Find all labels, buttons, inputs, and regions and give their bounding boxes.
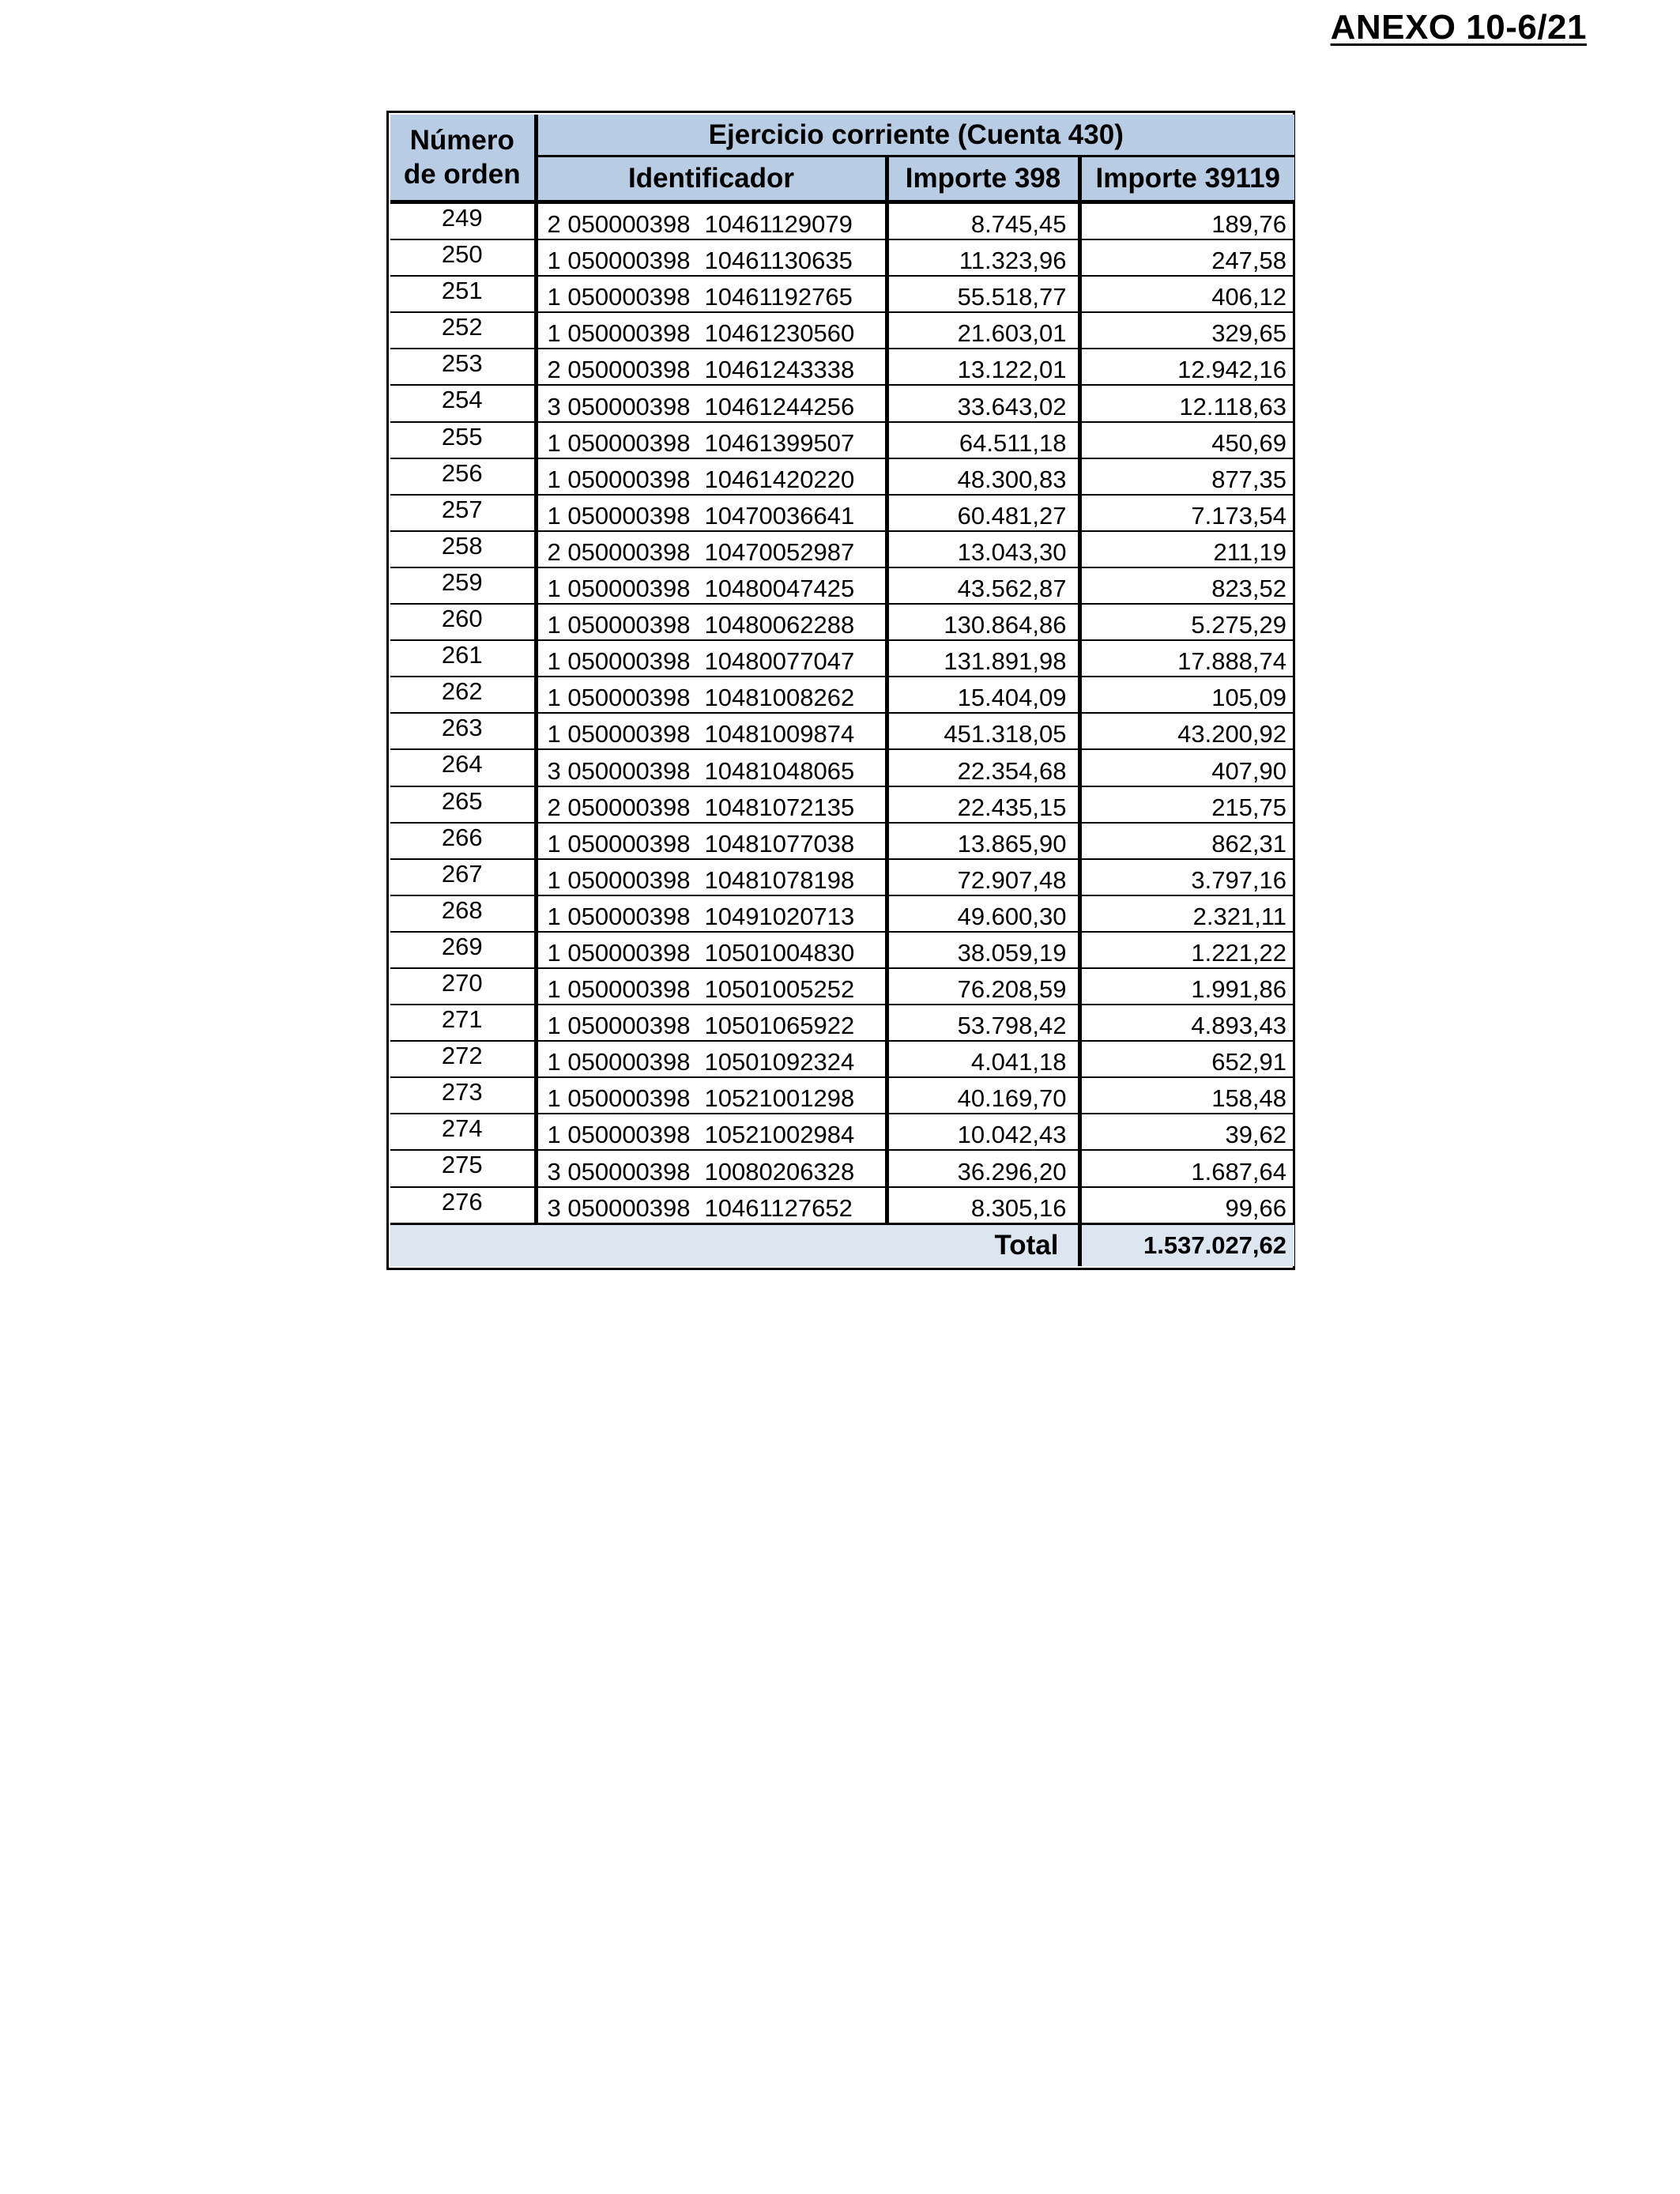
table-row	[390, 276, 1294, 312]
identificador-part-b: 10501065922	[704, 1012, 855, 1040]
row-importe-398: 15.404,09	[887, 677, 1079, 713]
row-importe-39119: 329,65	[1079, 312, 1294, 349]
row-importe-398: 48.300,83	[887, 458, 1079, 495]
row-number: 252	[390, 312, 536, 349]
identificador-part-a: 1 050000398	[547, 319, 691, 348]
row-number: 249	[390, 202, 536, 240]
table-row	[390, 968, 1294, 1005]
row-number: 256	[390, 458, 536, 495]
row-importe-39119: 211,19	[1079, 531, 1294, 567]
row-importe-398: 13.043,30	[887, 531, 1079, 567]
table-row	[390, 604, 1294, 640]
identificador-part-a: 1 050000398	[547, 1012, 691, 1040]
ledger-body	[390, 202, 1294, 1224]
header-identificador: Identificador	[536, 156, 887, 202]
row-identificador	[536, 1150, 887, 1186]
row-number: 274	[390, 1114, 536, 1150]
row-identificador	[536, 968, 887, 1005]
row-importe-39119: 1.221,22	[1079, 932, 1294, 968]
table-row	[390, 677, 1294, 713]
table-row	[390, 859, 1294, 895]
table-row	[390, 385, 1294, 421]
row-number: 254	[390, 385, 536, 421]
row-importe-39119: 407,90	[1079, 749, 1294, 786]
header-importe-398: Importe 398	[887, 156, 1079, 202]
identificador-part-a: 3 050000398	[547, 1157, 691, 1186]
identificador-part-b: 10521001298	[704, 1084, 855, 1113]
row-importe-39119: 652,91	[1079, 1041, 1294, 1077]
row-importe-39119: 1.687,64	[1079, 1150, 1294, 1186]
identificador-part-a: 1 050000398	[547, 1084, 691, 1113]
row-number: 253	[390, 349, 536, 385]
total-value: 1.537.027,62	[1079, 1223, 1294, 1266]
ledger-table	[390, 115, 1294, 1266]
row-identificador	[536, 713, 887, 749]
identificador-part-a: 1 050000398	[547, 865, 691, 894]
row-importe-398: 55.518,77	[887, 276, 1079, 312]
row-identificador	[536, 932, 887, 968]
row-identificador	[536, 895, 887, 932]
row-identificador	[536, 604, 887, 640]
row-number: 251	[390, 276, 536, 312]
identificador-part-a: 1 050000398	[547, 829, 691, 858]
row-importe-39119: 7.173,54	[1079, 495, 1294, 531]
row-number: 275	[390, 1150, 536, 1186]
identificador-part-a: 1 050000398	[547, 1121, 691, 1149]
row-number: 271	[390, 1005, 536, 1041]
identificador-part-b: 10461127652	[704, 1193, 853, 1222]
annex-title: ANEXO 10-6/21	[1330, 8, 1587, 47]
table-row	[390, 1005, 1294, 1041]
row-identificador	[536, 1005, 887, 1041]
table-row	[390, 749, 1294, 786]
identificador-part-a: 1 050000398	[547, 902, 691, 930]
row-number: 265	[390, 786, 536, 823]
row-number: 270	[390, 968, 536, 1005]
identificador-part-b: 10480077047	[704, 647, 855, 676]
identificador-part-a: 2 050000398	[547, 210, 691, 239]
row-importe-398: 13.122,01	[887, 349, 1079, 385]
row-importe-39119: 877,35	[1079, 458, 1294, 495]
row-number: 268	[390, 895, 536, 932]
row-importe-398: 36.296,20	[887, 1150, 1079, 1186]
identificador-part-b: 10481009874	[704, 720, 855, 748]
identificador-part-b: 10461192765	[704, 283, 853, 311]
table-row	[390, 531, 1294, 567]
row-importe-398: 38.059,19	[887, 932, 1079, 968]
identificador-part-b: 10470036641	[704, 501, 855, 530]
header-numero-orden-label: Número de orden	[403, 125, 521, 190]
row-importe-398: 451.318,05	[887, 713, 1079, 749]
row-importe-39119: 862,31	[1079, 823, 1294, 859]
table-row	[390, 1041, 1294, 1077]
row-number: 257	[390, 495, 536, 531]
table-row	[390, 458, 1294, 495]
row-identificador	[536, 312, 887, 349]
identificador-part-b: 10481008262	[704, 684, 855, 712]
row-importe-39119: 189,76	[1079, 202, 1294, 240]
row-identificador	[536, 677, 887, 713]
identificador-part-b: 10461130635	[704, 247, 853, 275]
identificador-part-b: 10461399507	[704, 428, 855, 457]
row-importe-39119: 3.797,16	[1079, 859, 1294, 895]
identificador-part-b: 10501005252	[704, 975, 855, 1004]
identificador-part-a: 1 050000398	[547, 575, 691, 603]
identificador-part-b: 10481077038	[704, 829, 855, 858]
row-importe-39119: 4.893,43	[1079, 1005, 1294, 1041]
row-identificador	[536, 859, 887, 895]
row-importe-398: 8.745,45	[887, 202, 1079, 240]
identificador-part-a: 1 050000398	[547, 611, 691, 639]
row-importe-398: 72.907,48	[887, 859, 1079, 895]
row-identificador	[536, 202, 887, 240]
identificador-part-b: 10501092324	[704, 1048, 855, 1076]
row-importe-398: 49.600,30	[887, 895, 1079, 932]
identificador-part-b: 10080206328	[704, 1157, 855, 1186]
row-importe-39119: 12.118,63	[1079, 385, 1294, 421]
row-identificador	[536, 640, 887, 677]
table-row	[390, 932, 1294, 968]
header-importe-39119: Importe 39119	[1079, 156, 1294, 202]
identificador-part-a: 1 050000398	[547, 465, 691, 493]
row-identificador	[536, 1041, 887, 1077]
table-row	[390, 1187, 1294, 1224]
identificador-part-a: 2 050000398	[547, 356, 691, 384]
row-number: 263	[390, 713, 536, 749]
row-importe-39119: 105,09	[1079, 677, 1294, 713]
table-row	[390, 422, 1294, 458]
identificador-part-a: 3 050000398	[547, 392, 691, 420]
identificador-part-b: 10481072135	[704, 793, 855, 821]
row-importe-398: 11.323,96	[887, 239, 1079, 276]
identificador-part-a: 3 050000398	[547, 1193, 691, 1222]
identificador-part-b: 10491020713	[704, 902, 855, 930]
row-number: 264	[390, 749, 536, 786]
row-importe-39119: 39,62	[1079, 1114, 1294, 1150]
identificador-part-a: 1 050000398	[547, 428, 691, 457]
row-identificador	[536, 422, 887, 458]
row-number: 250	[390, 239, 536, 276]
table-row	[390, 1077, 1294, 1114]
row-importe-39119: 1.991,86	[1079, 968, 1294, 1005]
row-identificador	[536, 458, 887, 495]
identificador-part-a: 3 050000398	[547, 756, 691, 785]
identificador-part-a: 2 050000398	[547, 793, 691, 821]
identificador-part-a: 1 050000398	[547, 501, 691, 530]
row-importe-39119: 823,52	[1079, 567, 1294, 604]
row-importe-398: 22.354,68	[887, 749, 1079, 786]
row-importe-398: 40.169,70	[887, 1077, 1079, 1114]
total-row	[390, 1223, 1294, 1266]
header-numero-orden	[390, 115, 536, 202]
row-importe-398: 131.891,98	[887, 640, 1079, 677]
row-identificador	[536, 823, 887, 859]
identificador-part-b: 10461230560	[704, 319, 855, 348]
row-identificador	[536, 349, 887, 385]
row-importe-398: 13.865,90	[887, 823, 1079, 859]
table-row	[390, 823, 1294, 859]
row-number: 272	[390, 1041, 536, 1077]
row-importe-398: 130.864,86	[887, 604, 1079, 640]
row-number: 259	[390, 567, 536, 604]
table-row	[390, 895, 1294, 932]
total-spacer	[390, 1223, 887, 1266]
row-number: 261	[390, 640, 536, 677]
row-identificador	[536, 1077, 887, 1114]
row-number: 266	[390, 823, 536, 859]
row-number: 269	[390, 932, 536, 968]
identificador-part-a: 1 050000398	[547, 247, 691, 275]
row-importe-398: 33.643,02	[887, 385, 1079, 421]
row-identificador	[536, 567, 887, 604]
row-importe-398: 43.562,87	[887, 567, 1079, 604]
identificador-part-a: 1 050000398	[547, 684, 691, 712]
header-group-title: Ejercicio corriente (Cuenta 430)	[536, 115, 1294, 156]
total-label: Total	[887, 1223, 1079, 1266]
identificador-part-b: 10461244256	[704, 392, 855, 420]
row-identificador	[536, 1187, 887, 1224]
table-row	[390, 239, 1294, 276]
table-row	[390, 202, 1294, 240]
row-number: 260	[390, 604, 536, 640]
table-row	[390, 495, 1294, 531]
identificador-part-a: 2 050000398	[547, 537, 691, 566]
identificador-part-b: 10480047425	[704, 575, 855, 603]
row-importe-398: 10.042,43	[887, 1114, 1079, 1150]
row-importe-398: 53.798,42	[887, 1005, 1079, 1041]
table-row	[390, 713, 1294, 749]
identificador-part-a: 1 050000398	[547, 938, 691, 967]
table-row	[390, 312, 1294, 349]
table-row	[390, 1150, 1294, 1186]
row-importe-398: 4.041,18	[887, 1041, 1079, 1077]
row-number: 267	[390, 859, 536, 895]
row-importe-398: 60.481,27	[887, 495, 1079, 531]
row-number: 276	[390, 1187, 536, 1224]
row-importe-398: 64.511,18	[887, 422, 1079, 458]
row-importe-398: 8.305,16	[887, 1187, 1079, 1224]
identificador-part-b: 10461129079	[704, 210, 853, 239]
table-row	[390, 640, 1294, 677]
identificador-part-b: 10481048065	[704, 756, 855, 785]
row-importe-39119: 43.200,92	[1079, 713, 1294, 749]
row-importe-398: 76.208,59	[887, 968, 1079, 1005]
ledger-table-frame	[386, 111, 1295, 1270]
row-number: 262	[390, 677, 536, 713]
row-number: 255	[390, 422, 536, 458]
identificador-part-a: 1 050000398	[547, 1048, 691, 1076]
row-importe-39119: 5.275,29	[1079, 604, 1294, 640]
row-identificador	[536, 495, 887, 531]
table-row	[390, 349, 1294, 385]
identificador-part-b: 10480062288	[704, 611, 855, 639]
row-importe-39119: 158,48	[1079, 1077, 1294, 1114]
identificador-part-b: 10461420220	[704, 465, 855, 493]
row-importe-39119: 2.321,11	[1079, 895, 1294, 932]
table-row	[390, 786, 1294, 823]
row-number: 258	[390, 531, 536, 567]
row-importe-398: 22.435,15	[887, 786, 1079, 823]
row-importe-39119: 247,58	[1079, 239, 1294, 276]
row-importe-398: 21.603,01	[887, 312, 1079, 349]
row-number: 273	[390, 1077, 536, 1114]
identificador-part-a: 1 050000398	[547, 720, 691, 748]
row-importe-39119: 99,66	[1079, 1187, 1294, 1224]
row-importe-39119: 215,75	[1079, 786, 1294, 823]
row-identificador	[536, 1114, 887, 1150]
identificador-part-b: 10481078198	[704, 865, 855, 894]
row-identificador	[536, 385, 887, 421]
row-importe-39119: 17.888,74	[1079, 640, 1294, 677]
table-row	[390, 1114, 1294, 1150]
table-row	[390, 567, 1294, 604]
identificador-part-a: 1 050000398	[547, 975, 691, 1004]
identificador-part-b: 10501004830	[704, 938, 855, 967]
identificador-part-b: 10470052987	[704, 537, 855, 566]
identificador-part-b: 10461243338	[704, 356, 855, 384]
identificador-part-a: 1 050000398	[547, 647, 691, 676]
row-importe-39119: 12.942,16	[1079, 349, 1294, 385]
row-identificador	[536, 749, 887, 786]
row-identificador	[536, 239, 887, 276]
identificador-part-a: 1 050000398	[547, 283, 691, 311]
identificador-part-b: 10521002984	[704, 1121, 855, 1149]
row-identificador	[536, 276, 887, 312]
row-importe-39119: 450,69	[1079, 422, 1294, 458]
row-identificador	[536, 786, 887, 823]
row-identificador	[536, 531, 887, 567]
row-importe-39119: 406,12	[1079, 276, 1294, 312]
